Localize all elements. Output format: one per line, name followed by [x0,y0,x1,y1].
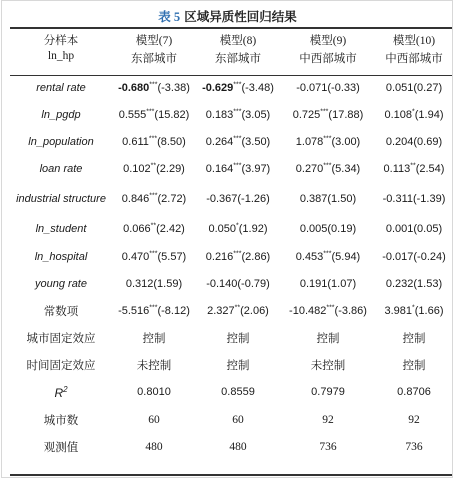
coefficient-cell [376,101,452,128]
coefficient-value: 0.470 [121,250,150,263]
t-statistic: (1.53) [413,277,443,290]
coefficient-value: 0.264 [205,135,234,148]
significance-stars: ** [234,304,241,312]
coefficient-value: -5.516 [118,304,150,317]
t-statistic: (2.06) [240,304,269,317]
coefficient-value: 1.078 [295,135,324,148]
significance-stars: *** [233,108,242,116]
table-row [10,128,452,155]
row-variable-label: ln_hospital [34,250,88,263]
table-caption [0,7,455,25]
coefficient-cell [196,128,280,155]
coefficient-value: -10.482 [289,304,327,317]
table-row [10,406,452,433]
t-statistic: (3.50) [241,135,271,148]
coefficient-cell [196,297,280,324]
coefficient-value: 3.981 [384,304,413,317]
coefficient-cell [280,101,376,128]
significance-stars: * [412,304,415,312]
coefficient-value: 0.108 [384,108,413,121]
header-model-name: 模型(7) [135,34,173,47]
significance-stars: *** [323,135,332,143]
coefficient-value: 0.204 [385,135,414,148]
table-row [10,74,452,101]
significance-stars: *** [149,249,158,257]
coefficient-cell [112,183,196,216]
t-statistic: (0.69) [413,135,443,148]
table-row [10,297,452,324]
r-squared-exponent: 2 [63,384,68,394]
table-row [10,216,452,243]
coefficient-value: 0.725 [292,108,321,121]
value-cell: 0.8706 [397,386,431,399]
t-statistic: (1.66) [414,304,444,317]
significance-stars: * [412,108,415,116]
significance-stars: *** [233,80,242,88]
coefficient-cell [376,183,452,216]
value-cell: 0.8559 [221,386,255,399]
bottom-rule [10,474,452,476]
value-cell: 控制 [402,333,426,346]
t-statistic: (5.57) [157,250,187,263]
t-statistic: (1.94) [414,108,444,121]
row-variable-label: ln_population [28,135,94,148]
significance-stars: *** [149,192,158,200]
coefficient-cell [196,243,280,270]
coefficient-value: -0.629 [202,81,234,94]
value-cell: 控制 [402,360,426,373]
table-row [10,270,452,297]
coefficient-cell [376,270,452,297]
t-statistic: (-0.33) [327,81,360,94]
header-model-name: 模型(10) [392,34,436,47]
coefficient-value: -0.680 [118,81,150,94]
coefficient-cell [376,156,452,183]
value-cell: 92 [408,413,420,426]
header-model-name: 模型(9) [309,34,347,47]
coefficient-value: 0.191 [299,277,328,290]
t-statistic: (-3.48) [241,81,274,94]
t-statistic: (1.50) [327,193,357,206]
coefficient-value: 0.555 [118,108,147,121]
t-statistic: (-3.86) [334,304,367,317]
table-body [10,74,452,460]
coefficient-cell [280,243,376,270]
significance-stars: *** [148,135,158,143]
coefficient-cell [280,297,376,324]
row-variable-label: loan rate [39,163,83,176]
coefficient-cell [112,270,196,297]
row-variable-label: 观测值 [43,441,79,454]
t-statistic: (1.07) [327,277,357,290]
regression-table [10,29,452,460]
row-variable-label [10,379,112,406]
coefficient-value: 0.050 [208,223,237,236]
coefficient-value: 0.232 [385,277,414,290]
t-statistic: (-1.39) [412,193,446,206]
t-statistic: (1.59) [153,277,183,290]
row-variable-label: rental rate [36,81,86,94]
t-statistic: (-3.38) [157,81,190,94]
table-row [10,156,452,183]
table-row [10,101,452,128]
significance-stars: *** [149,80,158,88]
header-model-sample: 中西部城市 [385,53,443,65]
coefficient-cell [112,128,196,155]
value-cell: 控制 [316,333,340,346]
significance-stars: ** [150,162,157,170]
coefficient-cell [280,183,376,216]
coefficient-value: 2.327 [207,304,235,317]
t-statistic: (15.82) [154,108,190,121]
significance-stars: ** [410,162,416,170]
value-cell: 480 [145,440,163,453]
coefficient-cell [112,297,196,324]
table-row [10,183,452,216]
coefficient-value: 0.312 [125,277,154,290]
row-variable-label: young rate [35,277,87,290]
table-row [10,325,452,352]
t-statistic: (2.42) [156,223,185,236]
coefficient-cell [280,216,376,243]
coefficient-value: -0.367 [206,193,238,206]
significance-stars: *** [149,304,158,312]
value-cell: 控制 [226,333,250,346]
header-label-top: 分样本 [43,34,79,47]
coefficient-cell [280,156,376,183]
t-statistic: (5.94) [331,250,361,263]
coefficient-cell [196,74,280,101]
value-cell: 未控制 [310,360,346,373]
value-cell: 736 [319,440,337,453]
significance-stars: *** [323,249,332,257]
t-statistic: (-0.24) [413,250,446,263]
coefficient-cell [196,156,280,183]
value-cell: 控制 [226,360,250,373]
table-row [10,433,452,460]
coefficient-cell [376,216,452,243]
coefficient-value: 0.005 [299,223,328,236]
coefficient-value: 0.387 [299,193,328,206]
coefficient-value: 0.051 [385,81,414,94]
coefficient-cell [376,128,452,155]
significance-stars: * [236,222,239,230]
t-statistic: (17.88) [328,108,364,121]
value-cell: 0.8010 [137,386,171,399]
significance-stars: *** [320,108,329,116]
t-statistic: (8.50) [157,135,186,148]
significance-stars: *** [233,135,242,143]
coefficient-value: -0.017 [382,250,414,263]
t-statistic: (-8.12) [157,304,190,317]
row-variable-label: 城市固定效应 [26,333,96,346]
coefficient-cell [196,183,280,216]
coefficient-cell [196,101,280,128]
t-statistic: (-1.26) [237,193,270,206]
header-model-sample: 东部城市 [131,53,177,65]
t-statistic: (5.34) [331,163,361,176]
value-cell: 480 [229,440,247,453]
significance-stars: *** [233,162,242,170]
header-model-sample: 中西部城市 [299,53,357,65]
header-label-bottom: ln_hp [47,50,75,62]
r-squared-label [54,386,67,400]
t-statistic: (1.92) [238,223,268,236]
table-row [10,243,452,270]
coefficient-cell [112,101,196,128]
coefficient-cell [196,270,280,297]
table-header [10,29,452,74]
value-cell: 60 [232,413,244,426]
t-statistic: (2.72) [157,193,187,206]
value-cell: 0.7979 [311,386,345,399]
coefficient-value: -0.140 [206,277,238,290]
coefficient-cell [112,216,196,243]
coefficient-value: -0.071 [296,81,328,94]
significance-stars: *** [323,162,332,170]
coefficient-value: 0.183 [205,108,234,121]
coefficient-value: 0.453 [295,250,324,263]
t-statistic: (3.97) [241,163,271,176]
value-cell: 未控制 [136,360,172,373]
t-statistic: (3.05) [241,108,271,121]
t-statistic: (3.00) [331,135,361,148]
coefficient-cell [376,243,452,270]
coefficient-value: 0.113 [383,163,411,176]
value-cell: 60 [148,413,160,426]
coefficient-cell [112,156,196,183]
coefficient-cell [376,74,452,101]
significance-stars: *** [146,108,155,116]
t-statistic: (0.19) [327,223,357,236]
row-variable-label: 常数项 [43,305,79,318]
value-cell: 92 [322,413,334,426]
coefficient-value: 0.066 [123,223,151,236]
t-statistic: (0.05) [413,223,443,236]
coefficient-cell [280,128,376,155]
t-statistic: (2.86) [241,250,271,263]
coefficient-value: 0.611 [122,135,149,148]
significance-stars: *** [326,304,335,312]
t-statistic: (2.29) [156,163,185,176]
row-variable-label: 时间固定效应 [26,360,96,373]
coefficient-value: 0.164 [205,163,234,176]
coefficient-value: 0.102 [123,163,151,176]
coefficient-value: 0.270 [295,163,324,176]
t-statistic: (-0.79) [237,277,270,290]
r-squared-letter: R [54,385,64,400]
coefficient-cell [196,216,280,243]
header-model-name: 模型(8) [219,34,257,47]
coefficient-cell [376,297,452,324]
row-variable-label: industrial structure [16,192,106,205]
value-cell: 736 [405,440,423,453]
table-row [10,379,452,406]
caption-text: 区域异质性回归结果 [184,10,297,24]
coefficient-cell [280,270,376,297]
coefficient-cell [112,243,196,270]
caption-number: 表 5 [158,10,181,24]
significance-stars: *** [233,249,242,257]
table-row [10,352,452,379]
t-statistic: (2.54) [415,163,445,176]
coefficient-value: 0.846 [121,193,150,206]
significance-stars: ** [150,222,157,230]
row-variable-label: ln_student [35,223,87,236]
row-variable-label: 城市数 [43,414,79,427]
coefficient-value: 0.216 [205,250,234,263]
t-statistic: (0.27) [413,81,443,94]
value-cell: 控制 [142,333,166,346]
header-model-sample: 东部城市 [215,53,261,65]
coefficient-cell [112,74,196,101]
coefficient-value: 0.001 [385,223,414,236]
coefficient-cell [280,74,376,101]
coefficient-value: -0.311 [382,193,413,206]
row-variable-label: ln_pgdp [41,108,81,121]
